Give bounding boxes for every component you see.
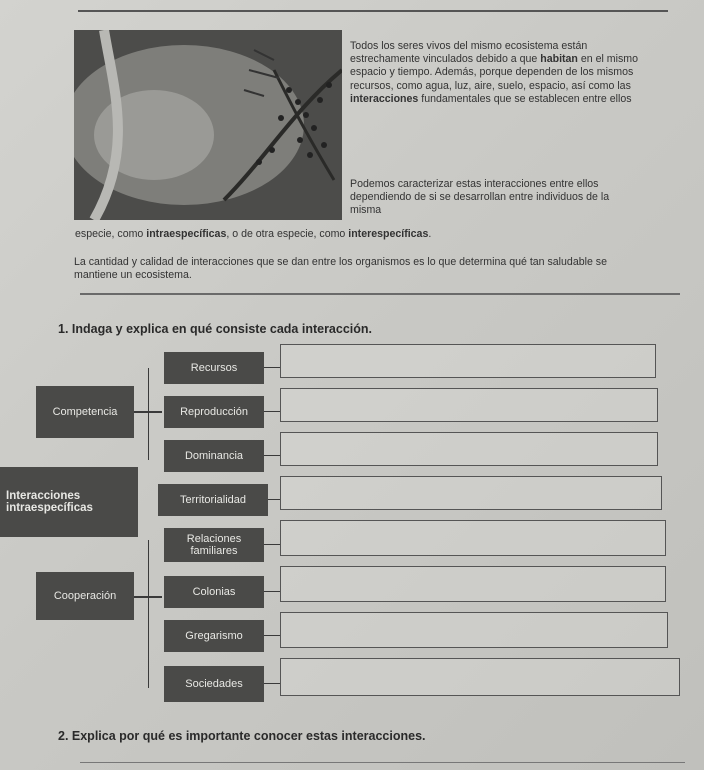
connector-bracket-cooperacion <box>148 540 149 688</box>
text-run: Podemos caracterizar estas interacciones entre ellos dependiendo de si se desarrollan entre individuos de la misma <box>350 178 610 217</box>
intro-paragraph-2 <box>350 178 640 218</box>
intro-paragraph-3: La cantidad y calidad de interacciones que se dan entre los organismos es lo que determina qué tan saludable se mantiene un ecosistema. <box>74 256 607 282</box>
answer-box-territorialidad[interactable] <box>280 476 662 510</box>
text-run: fundamentales que se establecen entre ellos <box>418 92 632 105</box>
connector-leaf <box>264 544 280 545</box>
bold-term-interacciones: interacciones <box>350 92 419 105</box>
plant-photo <box>74 30 342 220</box>
top-rule <box>78 10 668 12</box>
bold-term-interespecificas: interespecíficas <box>348 228 429 240</box>
answer-box-recursos[interactable] <box>280 344 656 378</box>
leaf-dominancia: Dominancia <box>164 440 264 472</box>
connector-leaf <box>264 591 280 592</box>
text-run: especie, como <box>75 228 147 240</box>
answer-box-colonias[interactable] <box>280 566 666 602</box>
answer-box-reproduccion[interactable] <box>280 388 658 422</box>
connector-leaf <box>264 367 280 368</box>
text-run: en el mismo espacio y tiempo. Además, porque dependen de los mismos recursos, como agua, luz, aire, suelo, espacio, así como las <box>350 53 638 92</box>
text-run: Todos los seres vivos del mismo ecosistema están estrechamente vinculados debido a que <box>350 40 588 66</box>
leaf-reproduccion: Reproducción <box>164 396 264 428</box>
leaf-recursos: Recursos <box>164 352 264 384</box>
question-1: 1. Indaga y explica en qué consiste cada interacción. <box>58 322 373 336</box>
answer-box-dominancia[interactable] <box>280 432 658 466</box>
leaf-gregarismo: Gregarismo <box>164 620 264 652</box>
leaf-sociedades: Sociedades <box>164 666 264 702</box>
root-interacciones-intraespecificas: Interacciones intraespecíficas <box>0 467 138 537</box>
answer-box-gregarismo[interactable] <box>280 612 668 648</box>
text-run: , o de otra especie, como <box>226 228 349 240</box>
answer-box-sociedades[interactable] <box>280 658 680 696</box>
leaf-relaciones-familiares: Relaciones familiares <box>164 528 264 562</box>
connector-leaf <box>264 411 280 412</box>
intro-paragraph-1 <box>350 40 640 106</box>
connector-leaf <box>264 683 280 684</box>
connector-bracket-competencia <box>148 368 149 460</box>
intro-paragraph-2-continued <box>75 228 655 241</box>
connector-leaf <box>264 455 280 456</box>
leaf-territorialidad: Territorialidad <box>158 484 268 516</box>
bold-term-habitan: habitan <box>540 53 578 66</box>
connector-leaf <box>268 499 280 500</box>
plant-illustration <box>74 30 342 220</box>
leaf-colonias: Colonias <box>164 576 264 608</box>
answer-box-relaciones-familiares[interactable] <box>280 520 666 556</box>
section-rule <box>80 293 680 295</box>
node-competencia: Competencia <box>36 386 134 438</box>
connector-leaf <box>264 635 280 636</box>
bold-term-intraespecificas: intraespecíficas <box>146 228 227 240</box>
node-cooperacion: Cooperación <box>36 572 134 620</box>
text-run: . <box>428 228 432 240</box>
answer-line-question-2[interactable] <box>80 762 685 763</box>
question-2: 2. Explica por qué es importante conocer estas interacciones. <box>58 729 426 743</box>
